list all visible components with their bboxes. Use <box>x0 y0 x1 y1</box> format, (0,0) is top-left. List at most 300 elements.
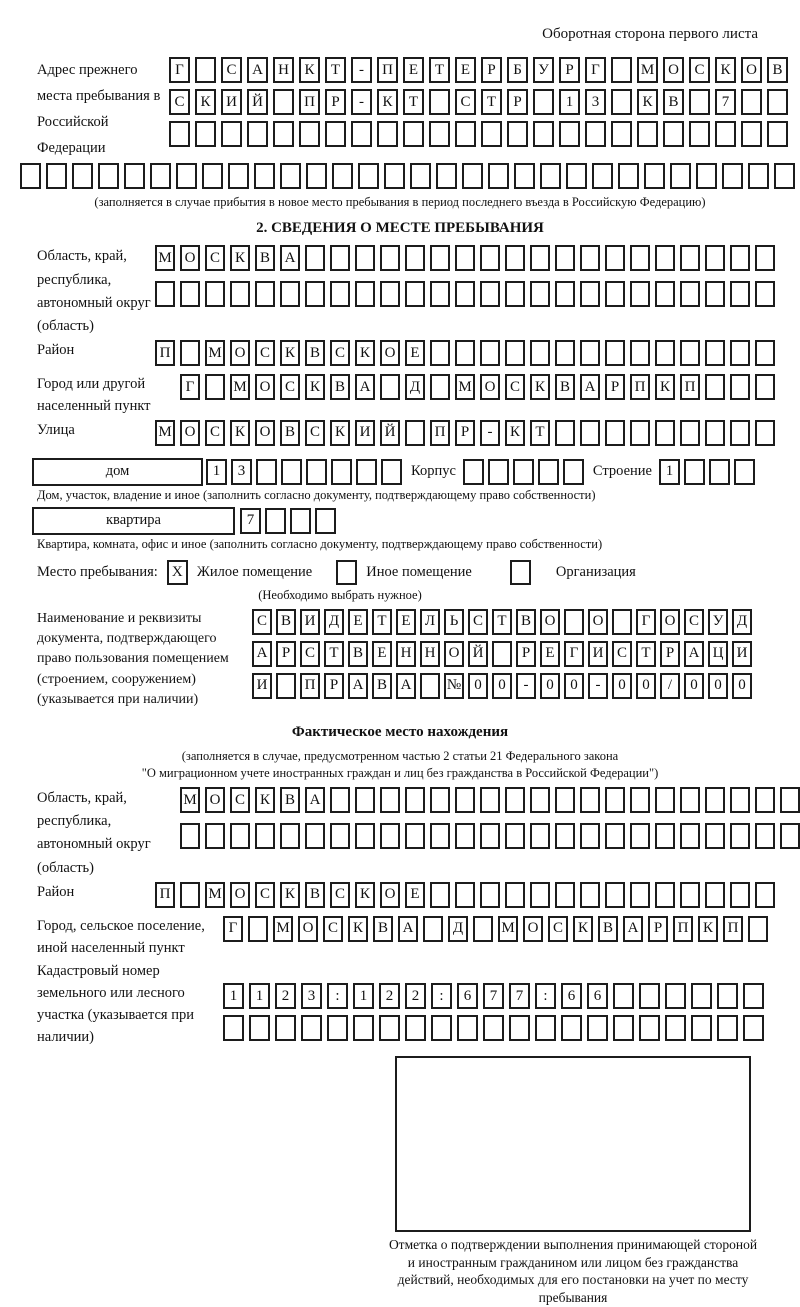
char-cell[interactable] <box>223 1015 244 1041</box>
char-cell[interactable] <box>538 459 559 485</box>
char-cell[interactable] <box>689 89 710 115</box>
char-cell[interactable] <box>169 121 190 147</box>
char-cell[interactable] <box>530 823 550 849</box>
char-cell[interactable] <box>655 420 675 446</box>
char-cell[interactable]: М <box>205 882 225 908</box>
char-cell[interactable]: Т <box>481 89 502 115</box>
char-cell[interactable] <box>195 57 216 83</box>
char-cell[interactable]: Й <box>247 89 268 115</box>
char-cell[interactable]: С <box>330 882 350 908</box>
char-cell[interactable] <box>613 1015 634 1041</box>
char-cell[interactable]: В <box>255 245 275 271</box>
char-cell[interactable] <box>691 1015 712 1041</box>
char-cell[interactable] <box>380 787 400 813</box>
char-cell[interactable] <box>705 823 725 849</box>
char-cell[interactable]: К <box>715 57 736 83</box>
char-cell[interactable] <box>705 882 725 908</box>
char-cell[interactable] <box>705 420 725 446</box>
char-cell[interactable] <box>580 882 600 908</box>
char-cell[interactable]: - <box>516 673 536 699</box>
char-cell[interactable]: 1 <box>659 459 680 485</box>
char-cell[interactable]: Н <box>273 57 294 83</box>
char-cell[interactable] <box>540 163 561 189</box>
char-cell[interactable] <box>612 609 632 635</box>
char-cell[interactable]: 7 <box>483 983 504 1009</box>
char-cell[interactable] <box>481 121 502 147</box>
char-cell[interactable]: П <box>300 673 320 699</box>
char-cell[interactable] <box>755 882 775 908</box>
char-cell[interactable]: В <box>280 420 300 446</box>
char-cell[interactable]: О <box>444 641 464 667</box>
char-cell[interactable]: С <box>323 916 343 942</box>
char-cell[interactable]: И <box>588 641 608 667</box>
char-cell[interactable]: А <box>580 374 600 400</box>
char-cell[interactable] <box>655 823 675 849</box>
char-cell[interactable] <box>705 340 725 366</box>
char-cell[interactable]: 3 <box>301 983 322 1009</box>
char-cell[interactable] <box>605 882 625 908</box>
char-cell[interactable]: В <box>598 916 618 942</box>
char-cell[interactable]: С <box>221 57 242 83</box>
char-cell[interactable]: Ц <box>708 641 728 667</box>
char-cell[interactable]: Е <box>348 609 368 635</box>
char-cell[interactable] <box>730 823 750 849</box>
char-cell[interactable]: А <box>396 673 416 699</box>
char-cell[interactable] <box>228 163 249 189</box>
char-cell[interactable]: И <box>355 420 375 446</box>
char-cell[interactable] <box>715 121 736 147</box>
char-cell[interactable] <box>734 459 755 485</box>
char-cell[interactable]: П <box>299 89 320 115</box>
char-cell[interactable]: Е <box>405 882 425 908</box>
char-cell[interactable]: 0 <box>540 673 560 699</box>
char-cell[interactable]: В <box>373 916 393 942</box>
char-cell[interactable] <box>655 882 675 908</box>
char-cell[interactable] <box>331 459 352 485</box>
char-cell[interactable]: О <box>741 57 762 83</box>
char-cell[interactable] <box>637 121 658 147</box>
char-cell[interactable]: С <box>505 374 525 400</box>
char-cell[interactable]: 2 <box>405 983 426 1009</box>
char-cell[interactable]: Т <box>403 89 424 115</box>
char-cell[interactable] <box>564 609 584 635</box>
char-cell[interactable] <box>555 823 575 849</box>
char-cell[interactable] <box>709 459 730 485</box>
char-cell[interactable]: А <box>623 916 643 942</box>
char-cell[interactable]: В <box>280 787 300 813</box>
char-cell[interactable] <box>431 1015 452 1041</box>
char-cell[interactable]: Р <box>559 57 580 83</box>
char-cell[interactable]: С <box>230 787 250 813</box>
char-cell[interactable]: 0 <box>564 673 584 699</box>
char-cell[interactable] <box>429 121 450 147</box>
char-cell[interactable]: С <box>252 609 272 635</box>
char-cell[interactable]: Г <box>636 609 656 635</box>
char-cell[interactable]: 2 <box>275 983 296 1009</box>
char-cell[interactable] <box>630 420 650 446</box>
char-cell[interactable] <box>377 121 398 147</box>
char-cell[interactable]: П <box>680 374 700 400</box>
char-cell[interactable] <box>380 245 400 271</box>
char-cell[interactable]: Д <box>732 609 752 635</box>
char-cell[interactable] <box>405 420 425 446</box>
char-cell[interactable]: О <box>480 374 500 400</box>
char-cell[interactable] <box>513 459 534 485</box>
char-cell[interactable] <box>555 340 575 366</box>
char-cell[interactable]: 6 <box>457 983 478 1009</box>
char-cell[interactable]: К <box>505 420 525 446</box>
residence-checkbox-other[interactable] <box>336 560 357 585</box>
char-cell[interactable]: О <box>380 882 400 908</box>
char-cell[interactable] <box>358 163 379 189</box>
char-cell[interactable] <box>611 89 632 115</box>
char-cell[interactable] <box>630 882 650 908</box>
char-cell[interactable] <box>332 163 353 189</box>
char-cell[interactable] <box>379 1015 400 1041</box>
char-cell[interactable] <box>717 1015 738 1041</box>
char-cell[interactable] <box>455 121 476 147</box>
char-cell[interactable]: В <box>348 641 368 667</box>
char-cell[interactable]: П <box>377 57 398 83</box>
char-cell[interactable] <box>455 787 475 813</box>
char-cell[interactable] <box>248 916 268 942</box>
char-cell[interactable] <box>755 281 775 307</box>
char-cell[interactable] <box>330 245 350 271</box>
char-cell[interactable] <box>691 983 712 1009</box>
char-cell[interactable]: Е <box>403 57 424 83</box>
char-cell[interactable] <box>630 340 650 366</box>
char-cell[interactable]: - <box>480 420 500 446</box>
char-cell[interactable]: Р <box>276 641 296 667</box>
char-cell[interactable] <box>480 882 500 908</box>
char-cell[interactable] <box>20 163 41 189</box>
char-cell[interactable]: К <box>655 374 675 400</box>
char-cell[interactable]: О <box>255 374 275 400</box>
char-cell[interactable]: К <box>255 787 275 813</box>
char-cell[interactable]: У <box>533 57 554 83</box>
char-cell[interactable] <box>480 281 500 307</box>
char-cell[interactable]: С <box>305 420 325 446</box>
char-cell[interactable] <box>705 374 725 400</box>
char-cell[interactable] <box>480 787 500 813</box>
char-cell[interactable] <box>463 459 484 485</box>
char-cell[interactable]: К <box>355 340 375 366</box>
char-cell[interactable] <box>255 823 275 849</box>
char-cell[interactable]: С <box>330 340 350 366</box>
char-cell[interactable] <box>730 787 750 813</box>
char-cell[interactable]: 1 <box>249 983 270 1009</box>
char-cell[interactable]: К <box>195 89 216 115</box>
char-cell[interactable]: Й <box>468 641 488 667</box>
char-cell[interactable] <box>741 121 762 147</box>
char-cell[interactable] <box>405 787 425 813</box>
char-cell[interactable]: 7 <box>240 508 261 534</box>
char-cell[interactable]: Д <box>448 916 468 942</box>
char-cell[interactable]: - <box>351 57 372 83</box>
char-cell[interactable] <box>605 245 625 271</box>
char-cell[interactable] <box>230 281 250 307</box>
char-cell[interactable]: Е <box>455 57 476 83</box>
char-cell[interactable]: И <box>252 673 272 699</box>
char-cell[interactable] <box>98 163 119 189</box>
char-cell[interactable] <box>730 340 750 366</box>
char-cell[interactable] <box>205 374 225 400</box>
char-cell[interactable] <box>356 459 377 485</box>
char-cell[interactable]: А <box>247 57 268 83</box>
char-cell[interactable] <box>410 163 431 189</box>
char-cell[interactable] <box>743 1015 764 1041</box>
char-cell[interactable] <box>533 121 554 147</box>
char-cell[interactable] <box>265 508 286 534</box>
char-cell[interactable]: / <box>660 673 680 699</box>
char-cell[interactable]: В <box>767 57 788 83</box>
char-cell[interactable]: У <box>708 609 728 635</box>
char-cell[interactable]: К <box>330 420 350 446</box>
char-cell[interactable]: Р <box>660 641 680 667</box>
char-cell[interactable]: П <box>430 420 450 446</box>
char-cell[interactable]: А <box>684 641 704 667</box>
char-cell[interactable] <box>483 1015 504 1041</box>
char-cell[interactable] <box>755 340 775 366</box>
char-cell[interactable]: Р <box>455 420 475 446</box>
char-cell[interactable]: Т <box>325 57 346 83</box>
char-cell[interactable]: П <box>155 882 175 908</box>
char-cell[interactable]: М <box>637 57 658 83</box>
char-cell[interactable] <box>730 281 750 307</box>
char-cell[interactable] <box>665 1015 686 1041</box>
char-cell[interactable] <box>755 823 775 849</box>
char-cell[interactable]: М <box>455 374 475 400</box>
char-cell[interactable] <box>290 508 311 534</box>
char-cell[interactable] <box>722 163 743 189</box>
char-cell[interactable]: М <box>230 374 250 400</box>
char-cell[interactable]: В <box>372 673 392 699</box>
char-cell[interactable] <box>305 823 325 849</box>
char-cell[interactable] <box>705 245 725 271</box>
char-cell[interactable]: А <box>252 641 272 667</box>
char-cell[interactable] <box>430 882 450 908</box>
char-cell[interactable]: Р <box>481 57 502 83</box>
char-cell[interactable] <box>530 882 550 908</box>
char-cell[interactable]: О <box>230 340 250 366</box>
char-cell[interactable] <box>455 281 475 307</box>
char-cell[interactable] <box>514 163 535 189</box>
char-cell[interactable] <box>275 1015 296 1041</box>
char-cell[interactable]: О <box>180 245 200 271</box>
char-cell[interactable] <box>748 163 769 189</box>
char-cell[interactable]: С <box>205 420 225 446</box>
char-cell[interactable]: 1 <box>559 89 580 115</box>
char-cell[interactable]: К <box>698 916 718 942</box>
char-cell[interactable] <box>473 916 493 942</box>
char-cell[interactable]: К <box>530 374 550 400</box>
char-cell[interactable] <box>566 163 587 189</box>
char-cell[interactable] <box>585 121 606 147</box>
char-cell[interactable] <box>780 823 800 849</box>
char-cell[interactable] <box>355 245 375 271</box>
char-cell[interactable] <box>555 245 575 271</box>
char-cell[interactable]: Р <box>324 673 344 699</box>
char-cell[interactable]: 6 <box>587 983 608 1009</box>
char-cell[interactable]: Д <box>324 609 344 635</box>
char-cell[interactable]: С <box>300 641 320 667</box>
char-cell[interactable]: Р <box>325 89 346 115</box>
char-cell[interactable] <box>330 281 350 307</box>
char-cell[interactable] <box>305 281 325 307</box>
char-cell[interactable] <box>717 983 738 1009</box>
char-cell[interactable] <box>605 281 625 307</box>
char-cell[interactable]: Р <box>605 374 625 400</box>
char-cell[interactable] <box>355 787 375 813</box>
char-cell[interactable] <box>430 245 450 271</box>
char-cell[interactable] <box>580 281 600 307</box>
char-cell[interactable] <box>780 787 800 813</box>
char-cell[interactable]: - <box>351 89 372 115</box>
char-cell[interactable] <box>430 281 450 307</box>
char-cell[interactable]: 7 <box>509 983 530 1009</box>
char-cell[interactable] <box>639 1015 660 1041</box>
char-cell[interactable] <box>680 823 700 849</box>
char-cell[interactable] <box>611 57 632 83</box>
char-cell[interactable] <box>255 281 275 307</box>
char-cell[interactable] <box>507 121 528 147</box>
char-cell[interactable] <box>405 1015 426 1041</box>
char-cell[interactable]: В <box>305 882 325 908</box>
char-cell[interactable] <box>555 882 575 908</box>
char-cell[interactable] <box>381 459 402 485</box>
char-cell[interactable] <box>301 1015 322 1041</box>
char-cell[interactable] <box>420 673 440 699</box>
char-cell[interactable]: Б <box>507 57 528 83</box>
char-cell[interactable] <box>480 340 500 366</box>
char-cell[interactable]: М <box>180 787 200 813</box>
char-cell[interactable]: № <box>444 673 464 699</box>
char-cell[interactable]: С <box>468 609 488 635</box>
char-cell[interactable]: Г <box>180 374 200 400</box>
char-cell[interactable]: Й <box>380 420 400 446</box>
char-cell[interactable] <box>353 1015 374 1041</box>
char-cell[interactable] <box>455 882 475 908</box>
char-cell[interactable] <box>680 882 700 908</box>
char-cell[interactable]: Ь <box>444 609 464 635</box>
char-cell[interactable] <box>561 1015 582 1041</box>
char-cell[interactable]: : <box>327 983 348 1009</box>
char-cell[interactable] <box>580 420 600 446</box>
char-cell[interactable] <box>273 121 294 147</box>
char-cell[interactable] <box>630 823 650 849</box>
char-cell[interactable] <box>306 163 327 189</box>
char-cell[interactable] <box>605 420 625 446</box>
char-cell[interactable] <box>195 121 216 147</box>
char-cell[interactable] <box>457 1015 478 1041</box>
char-cell[interactable] <box>665 983 686 1009</box>
char-cell[interactable] <box>755 245 775 271</box>
residence-checkbox-dwelling[interactable]: X <box>167 560 188 585</box>
char-cell[interactable]: Т <box>530 420 550 446</box>
char-cell[interactable]: К <box>355 882 375 908</box>
char-cell[interactable] <box>655 340 675 366</box>
char-cell[interactable] <box>480 823 500 849</box>
char-cell[interactable]: А <box>305 787 325 813</box>
char-cell[interactable] <box>254 163 275 189</box>
char-cell[interactable] <box>280 823 300 849</box>
char-cell[interactable] <box>205 823 225 849</box>
char-cell[interactable] <box>436 163 457 189</box>
char-cell[interactable]: - <box>588 673 608 699</box>
char-cell[interactable] <box>306 459 327 485</box>
char-cell[interactable] <box>455 823 475 849</box>
char-cell[interactable] <box>592 163 613 189</box>
char-cell[interactable] <box>655 245 675 271</box>
char-cell[interactable]: В <box>305 340 325 366</box>
char-cell[interactable]: Д <box>405 374 425 400</box>
char-cell[interactable] <box>299 121 320 147</box>
char-cell[interactable]: П <box>630 374 650 400</box>
char-cell[interactable]: Е <box>372 641 392 667</box>
char-cell[interactable] <box>180 281 200 307</box>
char-cell[interactable] <box>774 163 795 189</box>
char-cell[interactable] <box>330 787 350 813</box>
char-cell[interactable]: 0 <box>732 673 752 699</box>
char-cell[interactable]: Е <box>540 641 560 667</box>
char-cell[interactable]: А <box>398 916 418 942</box>
char-cell[interactable] <box>680 281 700 307</box>
char-cell[interactable]: П <box>723 916 743 942</box>
char-cell[interactable]: : <box>535 983 556 1009</box>
char-cell[interactable]: Р <box>516 641 536 667</box>
char-cell[interactable]: Г <box>169 57 190 83</box>
char-cell[interactable] <box>755 374 775 400</box>
char-cell[interactable] <box>327 1015 348 1041</box>
char-cell[interactable]: Л <box>420 609 440 635</box>
char-cell[interactable] <box>505 281 525 307</box>
char-cell[interactable] <box>455 245 475 271</box>
char-cell[interactable]: : <box>431 983 452 1009</box>
char-cell[interactable] <box>230 823 250 849</box>
char-cell[interactable] <box>580 823 600 849</box>
char-cell[interactable] <box>680 420 700 446</box>
char-cell[interactable] <box>580 340 600 366</box>
char-cell[interactable] <box>696 163 717 189</box>
char-cell[interactable]: О <box>230 882 250 908</box>
char-cell[interactable]: 0 <box>492 673 512 699</box>
char-cell[interactable]: К <box>637 89 658 115</box>
char-cell[interactable] <box>155 281 175 307</box>
char-cell[interactable]: К <box>573 916 593 942</box>
char-cell[interactable] <box>743 983 764 1009</box>
char-cell[interactable]: О <box>255 420 275 446</box>
char-cell[interactable]: А <box>280 245 300 271</box>
char-cell[interactable] <box>462 163 483 189</box>
char-cell[interactable]: 6 <box>561 983 582 1009</box>
char-cell[interactable]: К <box>280 882 300 908</box>
char-cell[interactable]: Г <box>564 641 584 667</box>
char-cell[interactable]: 1 <box>223 983 244 1009</box>
char-cell[interactable] <box>535 1015 556 1041</box>
char-cell[interactable]: С <box>255 882 275 908</box>
char-cell[interactable]: В <box>330 374 350 400</box>
char-cell[interactable]: К <box>280 340 300 366</box>
char-cell[interactable] <box>618 163 639 189</box>
char-cell[interactable] <box>355 823 375 849</box>
char-cell[interactable] <box>639 983 660 1009</box>
char-cell[interactable] <box>655 281 675 307</box>
char-cell[interactable]: Е <box>396 609 416 635</box>
char-cell[interactable] <box>315 508 336 534</box>
char-cell[interactable]: К <box>230 245 250 271</box>
char-cell[interactable] <box>256 459 277 485</box>
char-cell[interactable]: С <box>548 916 568 942</box>
